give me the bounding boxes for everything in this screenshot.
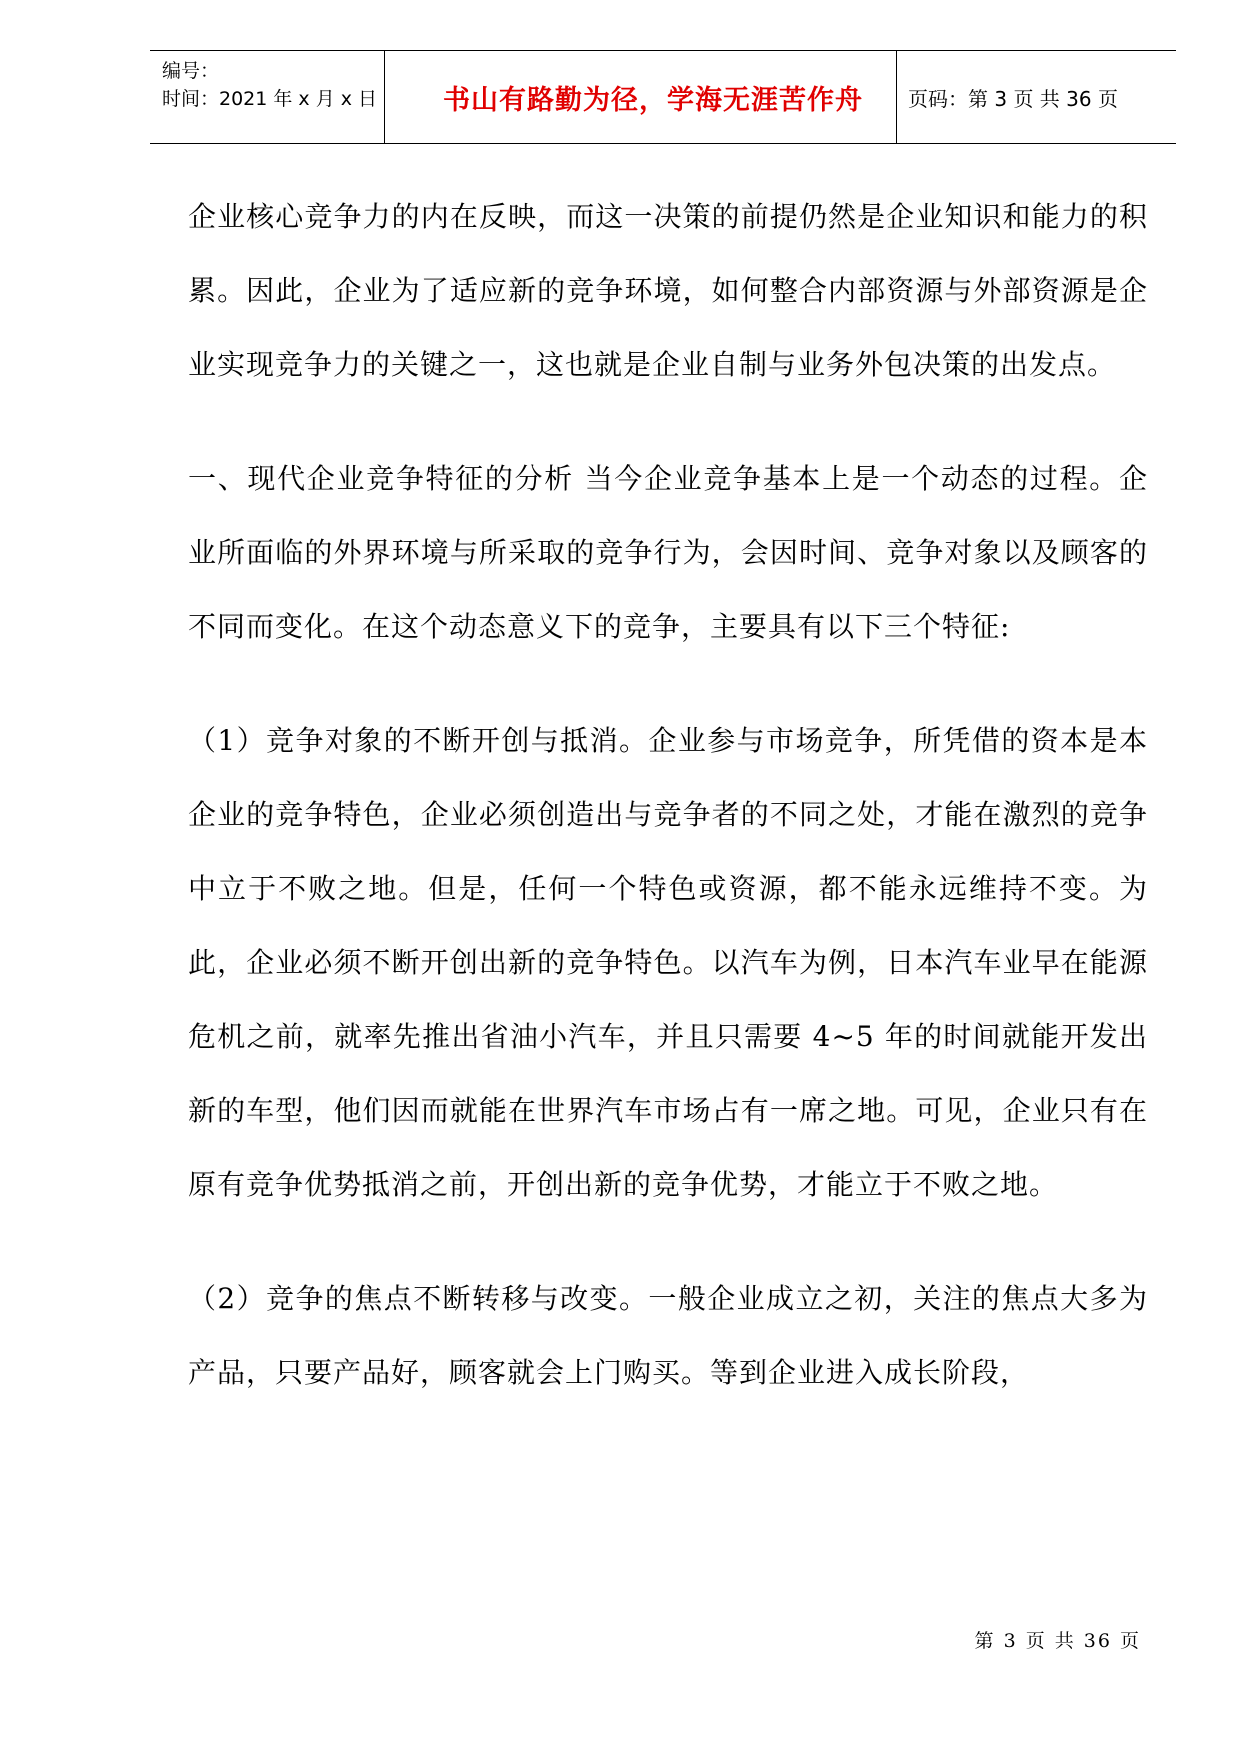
paragraph-point-two: （2）竞争的焦点不断转移与改变。一般企业成立之初，关注的焦点大多为产品，只要产品好，顾客就会上门购买。等到企业进入成长阶段， <box>188 1282 1148 1389</box>
paragraph-section-one: 一、现代企业竞争特征的分析 当今企业竞争基本上是一个动态的过程。企业所面临的外界环境与所采取的竞争行为，会因时间、竞争对象以及顾客的不同而变化。在这个动态意义下的竞争，主要具有以下三个特征: <box>188 462 1148 643</box>
header-meta <box>162 57 377 113</box>
header-motto: 书山有路勤为径，学海无涯苦作舟 <box>443 84 863 116</box>
document-number-label: 编号： <box>162 60 220 82</box>
paragraph-intro: 企业核心竞争力的内在反映，而这一决策的前提仍然是企业知识和能力的积累。因此，企业为了适应新的竞争环境，如何整合内部资源与外部资源是企业实现竞争力的关键之一，这也就是企业自制与业务外包决策的出发点。 <box>188 200 1148 381</box>
header-divider-right <box>896 51 897 143</box>
document-time-label: 时间：2021 年 x 月 x 日 <box>162 88 378 110</box>
document-body <box>188 180 1148 1410</box>
page-footer: 第 3 页 共 36 页 <box>974 1630 1141 1652</box>
paragraph-point-one: （1）竞争对象的不断开创与抵消。企业参与市场竞争，所凭借的资本是本企业的竞争特色，企业必须创造出与竞争者的不同之处，才能在激烈的竞争中立于不败之地。但是，任何一个特色或资源，都不能永远维持不变。为此，企业必须不断开创出新的竞争特色。以汽车为例，日本汽车业早在能源危机之前，就率先推出省油小汽车，并且只需要 4~5 年的时间就能开发出新的车型，他们因而就能在世界汽车市场占有一席之地。可见，企业只有在原有竞争优势抵消之前，开创出新的竞争优势，才能立于不败之地。 <box>188 724 1148 1201</box>
header-page-number: 页码：第 3 页 共 36 页 <box>908 86 1118 111</box>
page-header <box>150 50 1176 144</box>
header-divider-left <box>384 51 385 143</box>
